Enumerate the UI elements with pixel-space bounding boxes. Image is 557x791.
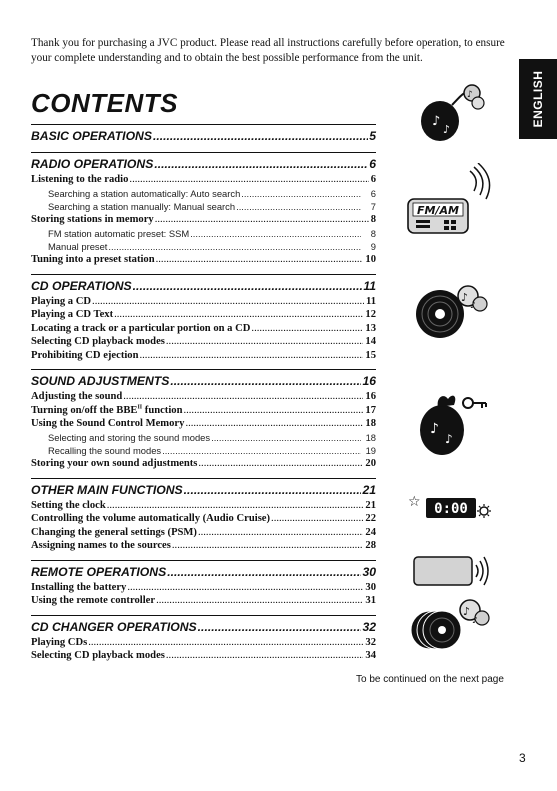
svg-text:♪: ♪	[432, 114, 441, 129]
toc-entry-text: Playing a CD Text	[31, 309, 114, 321]
toc-section-heading-page: 6	[369, 157, 376, 171]
toc-entry-text-after: function	[142, 404, 183, 416]
toc-section-heading	[31, 372, 376, 390]
toc-subentry-text: Selecting and storing the sound modes	[48, 431, 211, 443]
toc-entry-text: Turning on/off the BBE	[31, 404, 138, 416]
toc-entry-page: 16	[365, 391, 376, 403]
dot-leader	[251, 322, 363, 336]
toc-entry-page: 11	[365, 295, 376, 307]
toc-entry-page: 21	[365, 499, 376, 511]
toc-subentry-label	[48, 444, 161, 457]
toc-subentry	[31, 227, 376, 240]
toc-section-heading-page: 11	[363, 278, 376, 293]
toc-entry	[31, 526, 376, 540]
toc-entry-text: Controlling the volume automatically (Audio Cruise)	[31, 513, 271, 525]
svg-text:♪: ♪	[463, 605, 471, 618]
toc-entry-page: 30	[365, 581, 376, 593]
toc-section	[31, 369, 376, 471]
toc-entry-text: Using the Sound Control Memory	[31, 418, 185, 430]
toc-section-heading-page: 32	[362, 619, 376, 634]
toc-entry	[31, 417, 376, 431]
toc-subentry	[31, 431, 376, 444]
toc-entry-label	[31, 636, 87, 650]
toc-subentry-text: Searching a station manually: Manual search	[48, 200, 236, 212]
dot-leader	[88, 636, 363, 650]
toc-entry-text: Assigning names to the sources	[31, 540, 171, 552]
toc-section-heading-page: 21	[362, 482, 376, 497]
toc-subentry-label	[48, 227, 189, 240]
radio-display-icon	[406, 163, 496, 238]
toc-entry	[31, 649, 376, 663]
dot-leader	[170, 372, 361, 390]
toc-section-heading-text: REMOTE OPERATIONS	[31, 564, 167, 579]
page-number: 3	[519, 751, 526, 765]
dot-leader	[108, 240, 361, 253]
dot-leader	[198, 457, 363, 471]
toc-entry-text: Playing a CD	[31, 295, 92, 307]
toc-entry-text: Selecting CD playback modes	[31, 650, 165, 662]
toc-subentry-label	[48, 240, 107, 253]
toc-entry-label	[31, 526, 197, 540]
toc-section-heading-label	[31, 481, 183, 499]
toc-entry-label	[31, 213, 154, 227]
continued-note: To be continued on the next page	[356, 674, 504, 685]
toc-section-heading	[31, 155, 376, 173]
language-tab-label: ENGLISH	[531, 70, 545, 128]
toc-entry-page: 6	[370, 174, 376, 185]
toc-subentry-label	[48, 200, 235, 213]
dot-leader	[185, 417, 363, 431]
toc-entry-text: Adjusting the sound	[31, 391, 123, 403]
toc-entry-label	[31, 417, 184, 431]
dot-leader	[172, 539, 364, 553]
toc-section-heading-label	[31, 127, 152, 145]
toc-subentry-text: Searching a station automatically: Auto search	[48, 187, 241, 199]
svg-text:♪: ♪	[445, 432, 453, 446]
dot-leader	[167, 563, 361, 581]
toc-entry-page: 20	[365, 458, 376, 470]
toc-section-heading-text: CD OPERATIONS	[31, 278, 132, 293]
toc-subentry	[31, 200, 376, 213]
toc-entry-label	[31, 539, 171, 553]
toc-subentry-text: FM station automatic preset: SSM	[48, 227, 190, 239]
dot-leader	[129, 173, 368, 187]
toc-section	[31, 615, 376, 663]
toc-subentry	[31, 187, 376, 200]
toc-subentry-page: 9	[370, 240, 376, 252]
dot-leader	[271, 512, 363, 526]
toc-section	[31, 274, 376, 363]
toc-section-heading-text: SOUND ADJUSTMENTS	[31, 374, 170, 389]
toc-entry-text: Locating a track or a particular portion on a CD	[31, 322, 251, 334]
toc-entry-text: Changing the general settings (PSM)	[31, 526, 197, 538]
dot-leader	[156, 253, 364, 267]
dot-leader	[166, 335, 364, 349]
toc-subentry-page: 6	[370, 187, 376, 199]
remote-controller-icon	[412, 553, 494, 591]
toc-entry-label	[31, 512, 270, 526]
toc-section-heading-label	[31, 563, 166, 581]
toc-entry-label	[31, 649, 165, 663]
dot-leader	[92, 295, 364, 309]
dot-leader	[153, 127, 368, 145]
toc-entry-superscript: II	[137, 404, 143, 411]
toc-entry-text: Selecting CD playback modes	[31, 336, 165, 348]
toc-entry	[31, 457, 376, 471]
toc-section	[31, 560, 376, 608]
toc-section-heading-label	[31, 618, 197, 636]
toc-subentry	[31, 240, 376, 253]
dot-leader	[127, 581, 363, 595]
toc-entry-label	[31, 349, 139, 363]
toc-entry	[31, 295, 376, 309]
sound-note-character-icon	[412, 385, 492, 463]
fm-am-text: FM/AM	[417, 204, 459, 217]
toc-section-heading-page: 16	[362, 374, 376, 389]
toc-entry-label	[31, 457, 197, 471]
toc-entry	[31, 636, 376, 650]
toc-entry-label	[31, 335, 165, 349]
toc-section	[31, 152, 376, 267]
clock-display-icon	[408, 488, 494, 522]
svg-text:♪: ♪	[430, 421, 439, 437]
dot-leader	[166, 649, 364, 663]
toc-section-heading	[31, 563, 376, 581]
toc-section-heading-label	[31, 155, 153, 173]
toc-section-heading	[31, 127, 376, 145]
toc-entry-text: Tuning into a preset station	[31, 254, 155, 266]
language-tab	[519, 59, 557, 139]
toc-entry	[31, 253, 376, 267]
toc-subentry-page: 19	[365, 444, 376, 456]
table-of-contents	[31, 124, 376, 670]
toc-entry	[31, 349, 376, 363]
toc-subentry-page: 7	[370, 200, 376, 212]
toc-entry-text: Prohibiting CD ejection	[31, 349, 139, 361]
dot-leader	[236, 200, 361, 213]
toc-section-heading	[31, 618, 376, 636]
cd-disc-icon	[412, 282, 492, 342]
dot-leader	[155, 213, 369, 227]
music-note-character-icon	[412, 83, 488, 147]
dot-leader	[133, 277, 363, 295]
toc-entry	[31, 512, 376, 526]
toc-entry-page: 31	[365, 595, 376, 607]
svg-text:☆: ☆	[408, 494, 421, 510]
dot-leader	[190, 227, 361, 240]
toc-entry	[31, 213, 376, 227]
toc-entry-text: Listening to the radio	[31, 174, 129, 185]
toc-entry	[31, 335, 376, 349]
toc-section-heading	[31, 277, 376, 295]
toc-section	[31, 478, 376, 553]
toc-section-heading-text: OTHER MAIN FUNCTIONS	[31, 482, 183, 497]
dot-leader	[162, 444, 361, 457]
toc-entry-text: Storing your own sound adjustments	[31, 458, 198, 470]
toc-entry	[31, 173, 376, 187]
toc-entry	[31, 594, 376, 608]
toc-entry-page: 12	[365, 309, 376, 321]
svg-text:♪: ♪	[467, 90, 473, 100]
dot-leader	[198, 618, 362, 636]
toc-entry-page: 14	[365, 336, 376, 348]
toc-entry-label	[31, 322, 250, 336]
dot-leader	[183, 404, 363, 418]
toc-entry-text: Using the remote controller	[31, 595, 156, 607]
svg-text:♪: ♪	[472, 616, 478, 626]
toc-entry-label	[31, 499, 106, 513]
toc-entry-text: Installing the battery	[31, 581, 127, 593]
toc-section-heading-text: CD CHANGER OPERATIONS	[31, 619, 197, 634]
toc-subentry-page: 18	[365, 431, 376, 443]
toc-entry-text: Storing stations in memory	[31, 214, 154, 226]
toc-entry-page: 32	[365, 636, 376, 648]
toc-section-heading-page: 5	[369, 129, 376, 143]
dot-leader	[140, 349, 364, 363]
toc-subentry-label	[48, 187, 240, 200]
toc-entry	[31, 404, 376, 418]
toc-entry-page: 18	[365, 418, 376, 430]
toc-subentry-text: Manual preset	[48, 240, 108, 252]
toc-entry-page: 10	[365, 254, 376, 266]
toc-entry-text: Setting the clock	[31, 499, 106, 511]
toc-section-heading	[31, 481, 376, 499]
toc-entry-page: 17	[365, 404, 376, 416]
toc-entry-label	[31, 173, 128, 187]
toc-section-heading-text: BASIC OPERATIONS	[31, 129, 152, 143]
dot-leader	[184, 481, 362, 499]
svg-text:♪: ♪	[470, 301, 476, 311]
dot-leader	[114, 308, 363, 322]
toc-entry-label	[31, 404, 182, 418]
toc-entry	[31, 499, 376, 513]
dot-leader	[107, 499, 364, 513]
toc-entry-label	[31, 390, 122, 404]
toc-entry-page: 8	[370, 214, 376, 226]
dot-leader	[211, 431, 361, 444]
intro-paragraph: Thank you for purchasing a JVC product. Please read all instructions carefully before operation, to ensure your complete understanding and to obtain the best possible performance from the unit.	[31, 37, 505, 64]
toc-entry	[31, 539, 376, 553]
cd-changer-icon	[410, 596, 494, 656]
dot-leader	[156, 594, 363, 608]
toc-entry-page: 34	[365, 650, 376, 662]
toc-entry	[31, 390, 376, 404]
toc-entry	[31, 322, 376, 336]
clock-text: 0:00	[434, 501, 468, 517]
dot-leader	[154, 155, 368, 173]
toc-section-heading-page: 30	[362, 564, 376, 579]
toc-entry-page: 13	[365, 322, 376, 334]
toc-entry-page: 22	[365, 513, 376, 525]
toc-section-heading-label	[31, 277, 132, 295]
toc-entry-label	[31, 581, 126, 595]
svg-text:♪: ♪	[461, 291, 469, 304]
toc-entry	[31, 581, 376, 595]
toc-entry-label	[31, 308, 113, 322]
toc-section-heading-text: RADIO OPERATIONS	[31, 157, 154, 171]
toc-subentry-label	[48, 431, 210, 444]
toc-entry-page: 28	[365, 540, 376, 552]
dot-leader	[241, 187, 361, 200]
toc-subentry-page: 8	[370, 227, 376, 239]
toc-entry-label	[31, 253, 155, 267]
toc-section-heading-label	[31, 372, 169, 390]
dot-leader	[123, 390, 363, 404]
toc-entry-page: 15	[365, 349, 376, 361]
toc-entry-label	[31, 295, 91, 309]
dot-leader	[198, 526, 363, 540]
toc-entry-page: 24	[365, 526, 376, 538]
page-title: CONTENTS	[31, 88, 178, 118]
toc-entry-label	[31, 594, 155, 608]
svg-text:♪: ♪	[443, 123, 451, 136]
toc-entry-text: Playing CDs	[31, 636, 88, 648]
toc-subentry	[31, 444, 376, 457]
toc-subentry-text: Recalling the sound modes	[48, 444, 162, 456]
toc-section	[31, 124, 376, 145]
toc-entry	[31, 308, 376, 322]
